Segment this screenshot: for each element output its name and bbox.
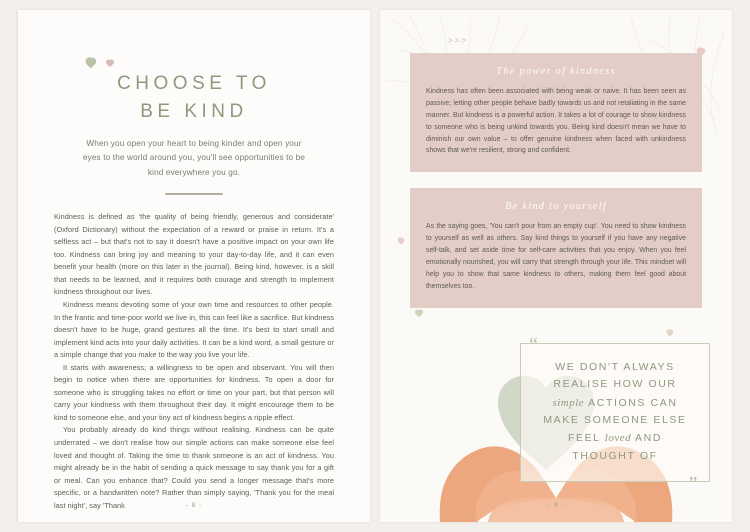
paragraph: You probably already do kind things without realising. Kindness can be quite underrated – we don't realise how our simple actions can make someone else feel loved and thought of. Taking the time to thank someone is an act of kindness. You might already be in the habit of sending a quick message to say thank you for a gift or meal. Can you enhance that? Could you send a longer message that's more specific, or a handwritten note? Rather than simply saying, 'Thank you for the meal last night', say 'Thank xyxy=(54,425,334,510)
quote-line-3 xyxy=(531,394,699,412)
heart-decoration-group xyxy=(84,58,334,70)
body-text xyxy=(54,211,334,512)
paragraph: Kindness is defined as 'the quality of being friendly, generous and considerate' (Oxford Dictionary) without the expectation of a reward or praise in return. It's a selfless act – but that's not to say it doesn't have a positive impact on your own life too. Kindness can bring joy and meaning to your day-to-day life, and it can even benefit your health (more on this later in the journal). Being kind, however, is a skill that needs to be learned, and it requires both courage and strength to implement kindness throughout our lives. xyxy=(54,212,334,297)
left-page xyxy=(18,10,370,522)
paragraph: It starts with awareness; a willingness to be open and observant. You will then begin to notice when there are opportunities for kindness. To open a door for someone who is struggling takes no effort or time on your part, but that person will carry your kindness with them throughout their day. It might encourage them to be kind to someone else, and your tiny act of kindness begins a ripple effect. xyxy=(54,362,334,422)
page-number: - 8 - xyxy=(185,502,203,509)
page-title-line-1: CHOOSE TO xyxy=(117,73,271,94)
quote-line-1: WE DON'T ALWAYS xyxy=(555,361,675,374)
divider xyxy=(165,193,223,195)
quote-line-5-post: AND xyxy=(635,432,663,445)
panel-be-kind-to-yourself xyxy=(410,188,702,307)
quote-close-icon: ” xyxy=(688,473,699,495)
panel-body: As the saying goes, 'You can't pour from an empty cup'. You need to show kindness to yourself as well as others. Say kind things to yourself if you have any negative self-talk, and set aside time for self-care activities that you enjoy. When you feel emotionally nourished, you will carry that strength through your life. This mindset will help you to show that same kindness to others, making them feel good about themselves too. xyxy=(426,223,686,290)
arrow-decoration: >>> xyxy=(448,36,469,45)
quote-line-5-pre: FEEL xyxy=(567,432,601,445)
panel-heading: Be kind to yourself xyxy=(505,201,607,213)
paragraph: Kindness means devoting some of your own time and resources to other people. In the frantic and time-poor world we live in, this can feel like a sacrifice. But kindness doesn't have to be huge, grand gestures all the time. It's best to start small and implement kind acts into your daily activities. It can be a kind word, a small gesture or a simple change that you make to the way you live your life. xyxy=(54,299,334,360)
page-title xyxy=(54,70,334,125)
right-page xyxy=(380,10,732,522)
quote-line-2: REALISE HOW OUR xyxy=(553,378,677,391)
quote-line-4: MAKE SOMEONE ELSE xyxy=(543,414,687,427)
page-title-line-2: BE KIND xyxy=(140,100,248,122)
panel-body: Kindness has often been associated with being weak or naive. It has been seen as passive; letting other people behave badly towards us and not retaliating in the same manner. But kindness is a powerful action. It takes a lot of courage to show kindness to someone who is being unkind towards you. Being kind doesn't mean we have to diminish our own value – to offer genuine kindness when faced with unkindness shows that we're resilient, strong and confident. xyxy=(426,88,686,155)
quote-open-icon: “ xyxy=(529,334,540,357)
quote-line-5 xyxy=(531,429,699,447)
quote-line-6: THOUGHT OF xyxy=(572,449,658,462)
quote-script-word: loved xyxy=(604,432,632,445)
panel-heading: The power of kindness xyxy=(496,66,616,77)
quote-line-3-rest: ACTIONS CAN xyxy=(588,396,678,409)
quote-script-word: simple xyxy=(552,396,585,409)
panel-power-of-kindness xyxy=(410,53,702,172)
heart-icon xyxy=(105,60,115,69)
quote-box xyxy=(520,334,710,495)
page-subtitle: When you open your heart to being kinder and open your eyes to the world around you, you'll see opportunities to be kind everywhere you go. xyxy=(82,139,306,177)
heart-icon xyxy=(84,58,97,70)
page-number: - 9 - xyxy=(547,502,565,509)
heart-icon xyxy=(396,238,405,246)
